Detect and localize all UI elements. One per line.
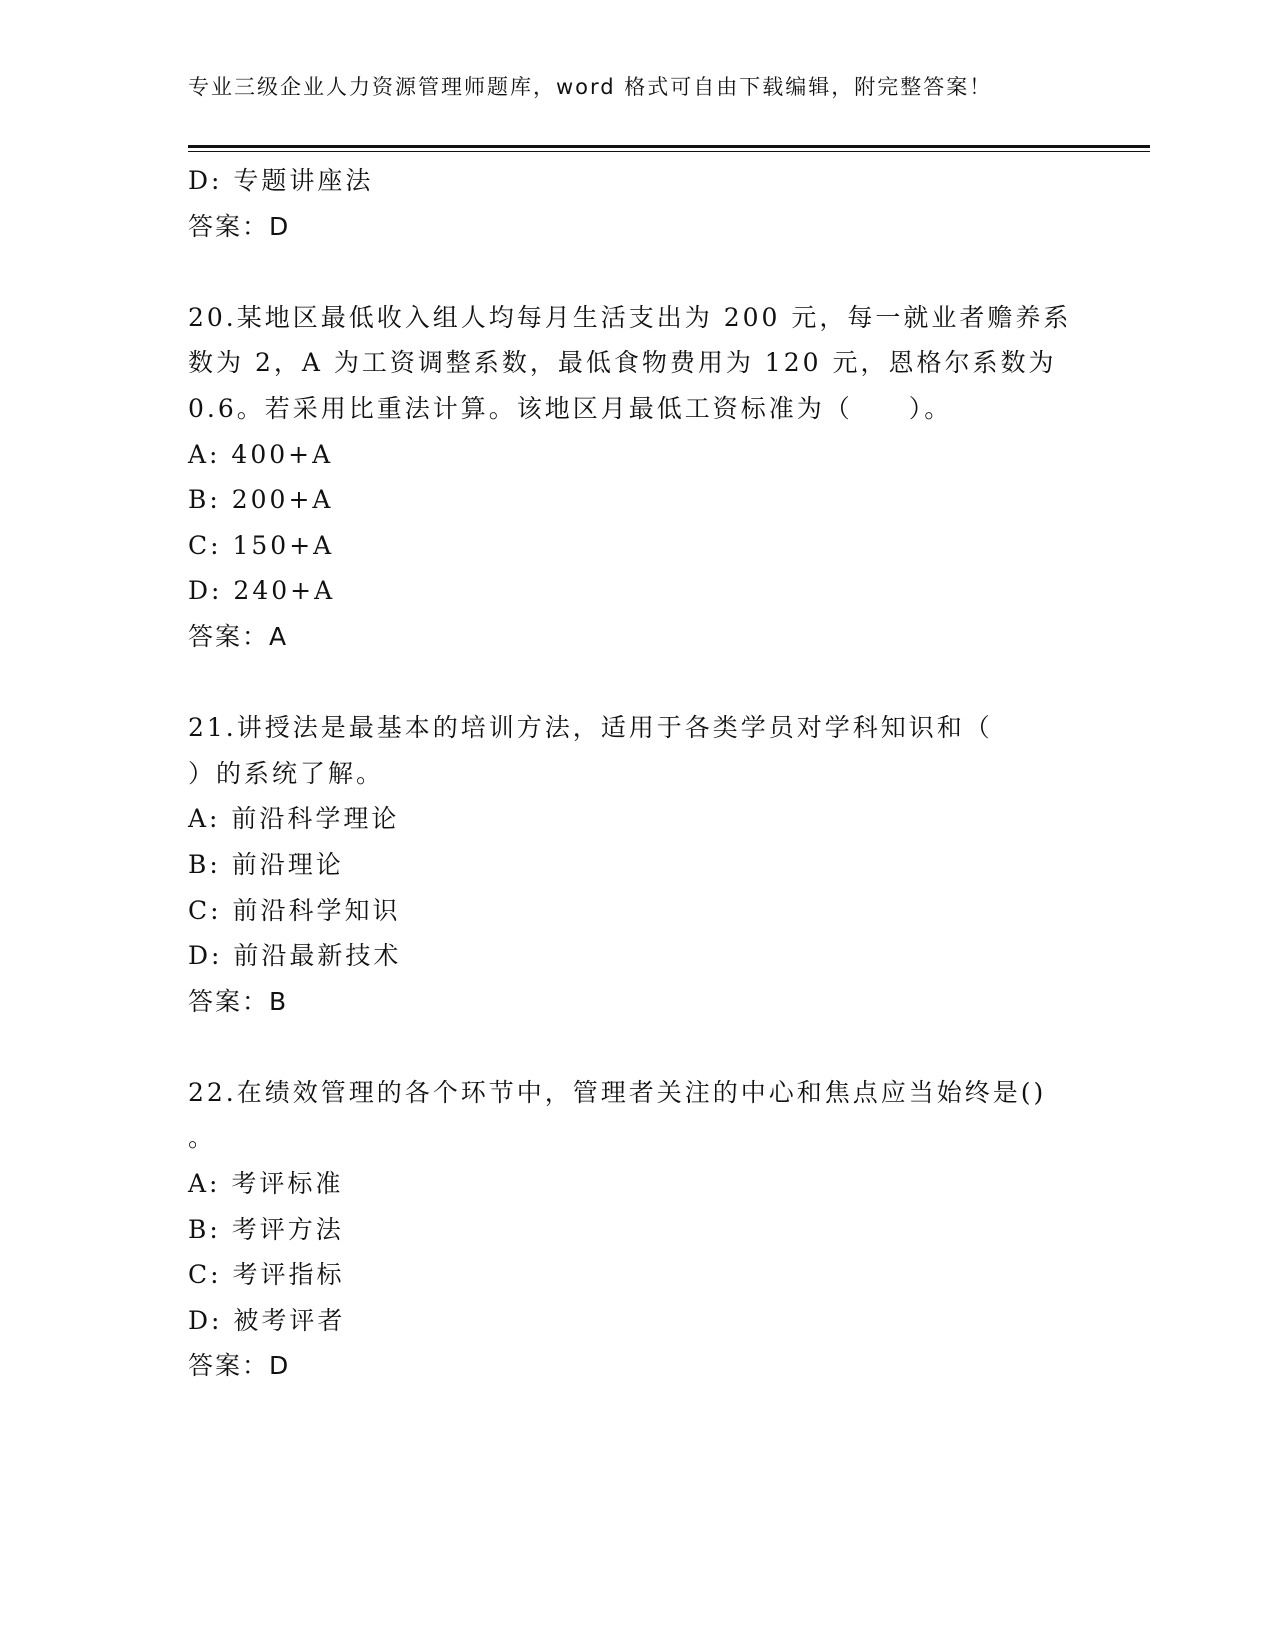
option-c: C: 前沿科学知识 <box>188 895 401 925</box>
question-list <box>188 158 1088 1389</box>
header-rule-thick <box>188 145 1150 148</box>
option-b: B: 前沿理论 <box>188 849 344 879</box>
prev-option-d: D: 专题讲座法 <box>188 166 374 195</box>
question-stem-line: 0.6。若采用比重法计算。该地区月最低工资标准为（ ）。 <box>188 393 953 423</box>
option-a: A: 前沿科学理论 <box>188 804 400 834</box>
page-header: 专业三级企业人力资源管理师题库，word 格式可自由下载编辑，附完整答案！ <box>188 75 993 99</box>
spacer <box>188 1024 1088 1070</box>
option-d: D: 被考评者 <box>188 1305 346 1335</box>
answer: 答案：B <box>188 986 289 1016</box>
question-stem-line: 。 <box>188 1123 217 1153</box>
option-a: A: 考评标准 <box>188 1169 344 1199</box>
question-stem-line: 数为 2，A 为工资调整系数，最低食物费用为 120 元，恩格尔系数为 <box>188 348 1057 378</box>
question-21 <box>188 705 1088 1024</box>
option-c: C: 考评指标 <box>188 1260 345 1290</box>
spacer <box>188 249 1088 295</box>
header-rule-thin <box>188 151 1150 152</box>
option-b: B: 200+A <box>188 485 334 515</box>
question-22 <box>188 1070 1088 1389</box>
prev-answer: 答案：D <box>188 211 291 241</box>
option-d: D: 240+A <box>188 576 336 606</box>
spacer <box>188 660 1088 706</box>
option-b: B: 考评方法 <box>188 1214 344 1244</box>
answer: 答案：A <box>188 621 289 651</box>
question-stem-line: ）的系统了解。 <box>188 758 385 788</box>
answer: 答案：D <box>188 1351 291 1381</box>
option-d: D: 前沿最新技术 <box>188 941 402 971</box>
option-c: C: 150+A <box>188 530 335 560</box>
option-a: A: 400+A <box>188 439 334 469</box>
question-stem-line: 21.讲授法是最基本的培训方法，适用于各类学员对学科知识和（ <box>188 713 993 743</box>
question-20 <box>188 295 1088 660</box>
question-stem-line: 22.在绩效管理的各个环节中，管理者关注的中心和焦点应当始终是() <box>188 1077 1047 1107</box>
question-stem-line: 20.某地区最低收入组人均每月生活支出为 200 元，每一就业者赡养系 <box>188 302 1072 332</box>
